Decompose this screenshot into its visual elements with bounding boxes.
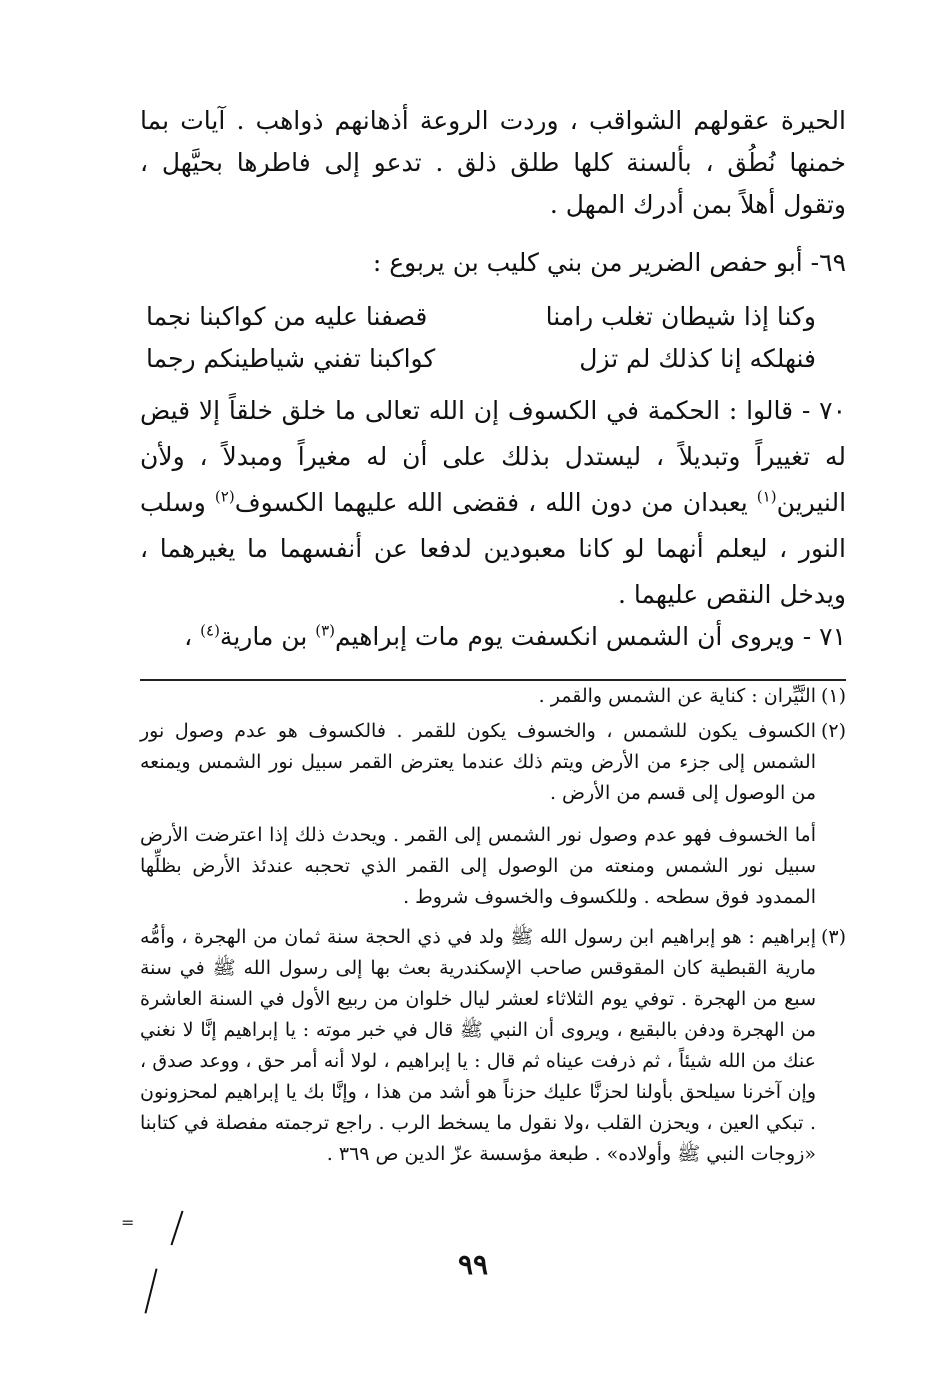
poem-line-1-first-hemistich: وكنا إذا شيطان تغلب رامنا (545, 302, 816, 331)
paragraph-71-text-c: ، (184, 622, 201, 651)
margin-equals-mark: = (121, 1213, 135, 1232)
poem-line-1 (146, 296, 816, 338)
paragraph-69-text: ٦٩- أبو حفص الضرير من بني كليب بن يربوع : (372, 248, 846, 277)
footnote-3-text: إبراهيم : هو إبراهيم ابن رسول الله ﷺ ولد في ذي الحجة سنة ثمان من الهجرة ، وأمُّه مارية القبطية كان المقوقس صاحب الإسكندرية بعث بها إلى رسول الله ﷺ في سنة سبع من الهجرة . توفي يوم الثلاثاء لعشر ليال خلوان من ربيع الأول في السنة العاشرة من الهجرة ودفن بالبقيع ، ويروى أن النبي ﷺ قال في خبر موته : يا إبراهيم إنَّا لا نغني عنك من الله شيئاً ، ثم ذرفت عيناه ثم قال : يا إبراهيم ، لولا أنه أمر حق ، ووعد صدق ، وإن آخرنا سيلحق بأولنا لحزنَّا عليك حزناً هو أشد من هذا ، وإنَّا بك يا إبراهيم لمحزونون . تبكي العين ، ويحزن القلب ،ولا نقول ما يسخط الرب . راجع ترجمته مفصلة في كتابنا «زوجات النبي ﷺ وأولاده» . طبعة مؤسسة عزّ الدين ص ٣٦٩ . (140, 926, 816, 1165)
paragraph-intro-text: الحيرة عقولهم الشواقب ، وردت الروعة أذهانهم ذواهب . آيات بما خمنها نُطُق ، بألسنة كلها طلق ذلق . تدعو إلى فاطرها بحيَّهل ، وتقول أهلاً بمن أدرك المهل . (140, 106, 846, 219)
poem-line-2-second-hemistich: كواكبنا تفني شياطينكم رجما (146, 344, 436, 373)
footnote-ref-3[interactable]: (٣) (315, 621, 336, 640)
poem-line-2 (146, 338, 816, 380)
paragraph-69 (140, 242, 846, 284)
paragraph-intro (140, 100, 846, 226)
footnote-ref-4[interactable]: (٤) (200, 621, 220, 640)
footnote-1-number: (١) (820, 685, 846, 707)
footnote-2 (140, 716, 846, 809)
footnote-1 (140, 681, 846, 712)
paragraph-70 (140, 388, 846, 618)
footnote-2-text: الكسوف يكون للشمس ، والخسوف يكون للقمر . فالكسوف هو عدم وصول نور الشمس إلى جزء من الأرض ويتم ذلك عندما يعترض القمر سبيل نور الشمس ويمنعه من الوصول إلى قسم من الأرض . (140, 720, 816, 804)
footnote-3-number: (٣) (820, 926, 846, 948)
poem-verses (146, 296, 816, 380)
paragraph-71-text-a: ٧١ - ويروى أن الشمس انكسفت يوم مات إبراهيم (335, 622, 846, 651)
paragraph-71 (140, 616, 846, 658)
page-number: ٩٩ (457, 1248, 489, 1281)
footnote-2-number: (٢) (820, 720, 846, 742)
footnote-1-text: النَّيِّران : كناية عن الشمس والقمر . (538, 685, 816, 707)
margin-pen-stroke (170, 1211, 183, 1246)
footnote-3 (140, 922, 846, 1170)
poem-line-2-first-hemistich: فنهلكه إنا كذلك لم تزل (579, 344, 816, 373)
paragraph-70-text-b: يعبدان من دون الله ، فقضى الله عليهما الكسوف (234, 488, 757, 517)
footnote-2-continuation (140, 820, 846, 913)
footnote-ref-1[interactable]: (١) (756, 487, 777, 506)
paragraph-71-text-b: بن مارية (219, 622, 316, 651)
paragraph-70-text-a: ٧٠ - قالوا : الحكمة في الكسوف إن الله تعالى ما خلق خلقاً إلا قيض له تغييراً وتبديلاً ، ليستدل بذلك على أن له مغيراً ومبدلاً ، ولأن النيرين (140, 396, 847, 517)
footnote-2-continuation-text: أما الخسوف فهو عدم وصول نور الشمس إلى القمر . ويحدث ذلك إذا اعترضت الأرض سبيل نور الشمس ومنعته من الوصول إلى القمر الذي تحجبه عندئذ الأرض بظلِّها الممدود فوق سطحه . وللكسوف والخسوف شروط . (140, 824, 816, 908)
poem-line-1-second-hemistich: قصفنا عليه من كواكبنا نجما (146, 302, 428, 331)
paragraph-70-text-c: وسلب النور ، ليعلم أنهما لو كانا معبودين لدفعا عن أنفسهما ما يغيرهما ، ويدخل النقص عليهما . (140, 488, 846, 609)
footnote-ref-2[interactable]: (٢) (214, 487, 235, 506)
